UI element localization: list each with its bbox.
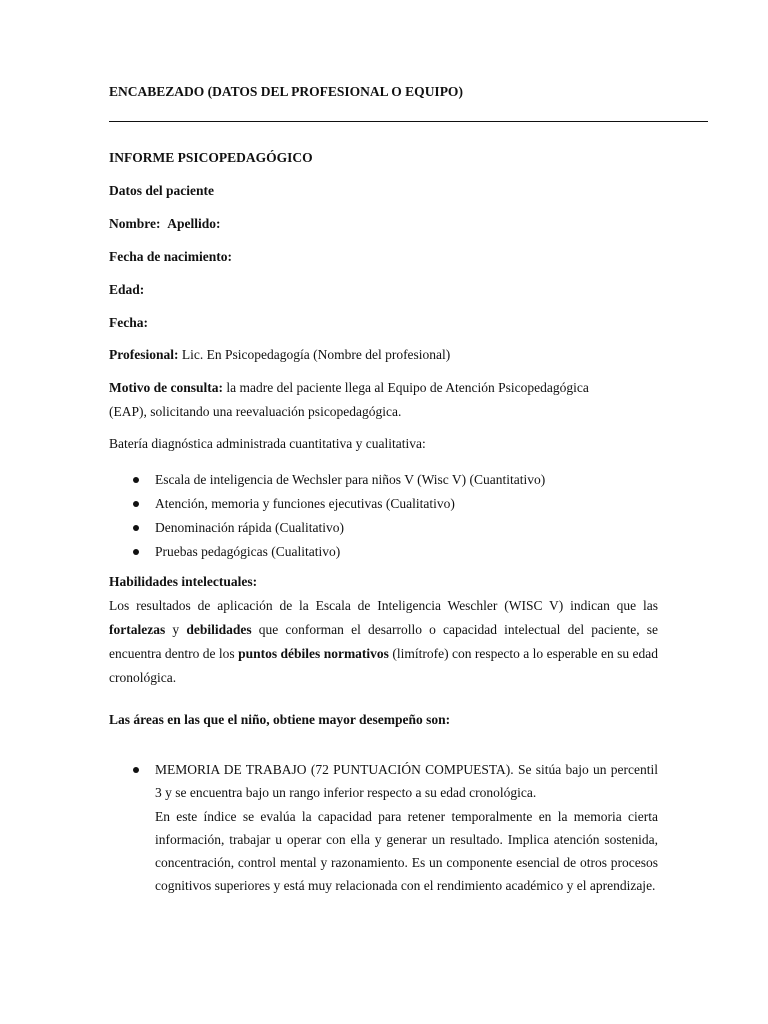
professional-label: Profesional: <box>109 347 179 362</box>
report-title: INFORME PSICOPEDAGÓGICO <box>109 150 313 165</box>
reason-text-1: la madre del paciente llega al Equipo de Atención Psicopedagógica <box>223 380 589 395</box>
reason-line-2: (EAP), solicitando una reevaluación psicopedagógica. <box>109 404 402 419</box>
bullet-icon <box>133 477 139 483</box>
age-label: Edad: <box>109 282 145 297</box>
area-item-detail: En este índice se evalúa la capacidad para retener temporalmente en la memoria cierta información, trabajar u operar con ella y generar un resultado. Implica atención sostenida, concentración, control mental y razonamiento. Es un componente esencial de otros procesos cognitivos superiores y está muy relacionada con el rendimiento académico y el aprendizaje. <box>155 808 658 894</box>
header-divider <box>109 121 708 122</box>
surname-label: Apellido: <box>167 216 221 231</box>
bullet-icon <box>133 767 139 773</box>
battery-list <box>109 468 658 564</box>
list-item: Pruebas pedagógicas (Cualitativo) <box>109 540 658 564</box>
reason-line-1 <box>109 380 589 396</box>
list-item <box>109 758 658 898</box>
list-item: Atención, memoria y funciones ejecutivas (Cualitativo) <box>109 492 658 516</box>
name-label: Nombre: <box>109 216 161 231</box>
birthdate-label: Fecha de nacimiento: <box>109 249 232 264</box>
list-item: Denominación rápida (Cualitativo) <box>109 516 658 540</box>
area-item-summary: MEMORIA DE TRABAJO (72 PUNTUACIÓN COMPUESTA). Se sitúa bajo un percentil 3 y se encuentra bajo un rango inferior respecto a su edad cronológica. <box>155 762 658 801</box>
name-field-row <box>109 216 221 232</box>
abilities-heading: Habilidades intelectuales: <box>109 574 258 589</box>
bullet-icon <box>133 501 139 507</box>
header-title: ENCABEZADO (DATOS DEL PROFESIONAL O EQUIPO) <box>109 84 463 99</box>
bullet-icon <box>133 525 139 531</box>
professional-row <box>109 347 450 363</box>
areas-heading: Las áreas en las que el niño, obtiene mayor desempeño son: <box>109 712 451 727</box>
bullet-icon <box>133 549 139 555</box>
list-item: Escala de inteligencia de Wechsler para niños V (Wisc V) (Cuantitativo) <box>109 468 658 492</box>
professional-value: Lic. En Psicopedagogía (Nombre del profesional) <box>178 347 451 362</box>
date-label: Fecha: <box>109 315 148 330</box>
reason-label: Motivo de consulta: <box>109 380 223 395</box>
battery-intro: Batería diagnóstica administrada cuantitativa y cualitativa: <box>109 436 426 451</box>
abilities-paragraph: Los resultados de aplicación de la Escala de Inteligencia Weschler (WISC V) indican que las fortalezas y debilidades que conforman el desarrollo o capacidad intelectual del paciente, se encuentra dentro de los puntos débiles normativos (limítrofe) con respecto a lo esperable en su edad cronológica. <box>109 598 658 685</box>
patient-section-heading: Datos del paciente <box>109 183 214 198</box>
